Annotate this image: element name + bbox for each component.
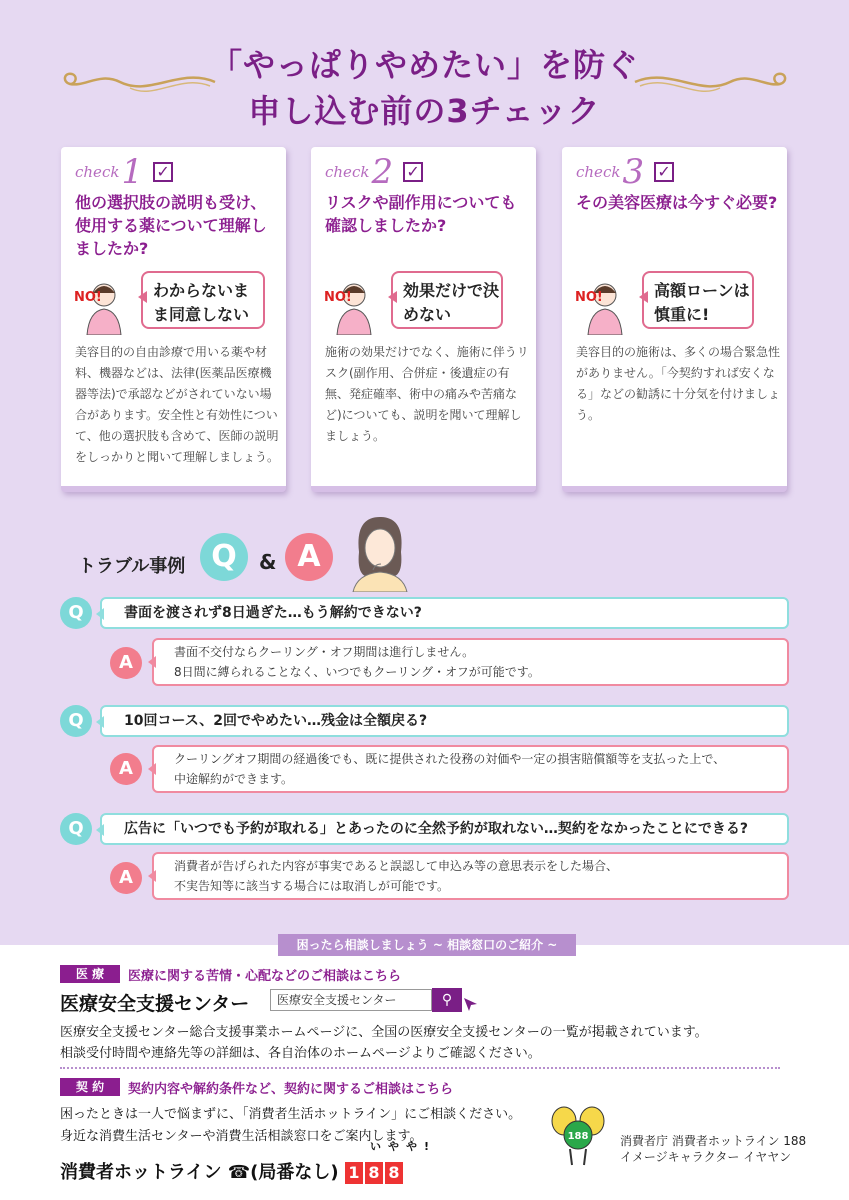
question-1: 書面を渡されず8日過ぎた…もう解約できない? [100,597,789,629]
hotline-ruby: いやや! [370,1140,437,1153]
check-heading [75,152,173,192]
answer-line: 消費者が告げられた内容が事実であると誤認して申込み等の意思表示をした場合、 [174,859,619,873]
answer-line: クーリングオフ期間の経過後でも、既に提供された役務の対価や一定の損害賠償額等を支払った上で、 [174,752,726,766]
check-heading [325,152,423,192]
page-title-line1: 「やっぱりやめたい」を防ぐ [209,46,639,84]
search-icon[interactable]: ⚲ [432,988,462,1012]
check-number: 1 [121,152,144,192]
checkbox-icon: ✓ [654,162,674,182]
check-heading [576,152,674,192]
answer-line: 書面不交付ならクーリング・オフ期間は進行しません。 [174,645,475,659]
contract-text-2: 身近な消費生活センターや消費生活相談窓口をご案内します。 [60,1129,423,1144]
advice-bubble: 高額ローンは慎重に! [642,271,754,329]
answer-1 [152,638,789,686]
big-a-icon: A [285,533,333,581]
a-icon: A [110,862,142,894]
check-word: check [325,163,370,181]
check-card-3 [562,147,787,492]
medical-tagline: 医療に関する苦情・心配などのご相談はこちら [128,969,402,984]
answer-2 [152,745,789,793]
question-2: 10回コース、2回でやめたい…残金は全額戻る? [100,705,789,737]
medical-text-1: 医療安全支援センター総合支援事業ホームページに、全国の医療安全支援センターの一覧が掲載されています。 [60,1025,708,1040]
answer-line: 8日間に縛られることなく、いつでもクーリング・オフが可能です。 [174,665,540,679]
q-icon: Q [60,813,92,845]
check-question: リスクや副作用についても確認しましたか? [325,193,517,235]
mascot-caption-2: イメージキャラクター イヤヤン [620,1150,792,1164]
divider [60,1067,780,1069]
answer-3 [152,852,789,900]
checkbox-icon: ✓ [403,162,423,182]
medical-center-title: 医療安全支援センター [60,993,250,1015]
svg-text:NO!: NO! [575,290,603,305]
check-question: 他の選択肢の説明も受け、使用する薬について理解しましたか? [75,193,267,258]
search-input[interactable]: 医療安全支援センター [270,989,432,1011]
svg-text:NO!: NO! [74,290,102,305]
a-icon: A [110,647,142,679]
contract-tagline: 契約内容や解約条件など、契約に関するご相談はこちら [128,1082,454,1097]
check-body: 美容目的の施術は、多くの場合緊急性がありません。「今契約すれば安くなる」などの勧誘に十分気を付けましょう。 [576,345,781,422]
q-icon: Q [60,705,92,737]
advice-bubble: わからないまま同意しない [141,271,265,329]
mascot-caption-1: 消費者庁 消費者ホットライン 188 [620,1134,807,1148]
cursor-icon [462,996,480,1014]
a-icon: A [110,753,142,785]
medical-text-2: 相談受付時間や連絡先等の詳細は、各自治体のホームページよりご確認ください。 [60,1046,541,1061]
consult-banner: 困ったら相談しましょう ~ 相談窓口のご紹介 ~ [278,934,576,956]
digit: 8 [385,1162,403,1184]
digit: 1 [345,1162,363,1184]
qa-section-title: トラブル事例 [78,556,186,577]
q-icon: Q [60,597,92,629]
checkbox-icon: ✓ [153,162,173,182]
contract-tag: 契 約 [60,1078,120,1096]
check-number: 3 [622,152,645,192]
ampersand: & [259,550,277,574]
hotline-label: 消費者ホットライン ☎(局番なし) [60,1162,339,1183]
no-girl-icon [73,273,135,335]
check-card-1 [61,147,286,492]
big-q-icon: Q [200,533,248,581]
contract-text-1: 困ったときは一人で悩まずに、「消費者生活ホットライン」にご相談ください。 [60,1107,522,1122]
check-question: その美容医療は今すぐ必要? [576,193,778,212]
advice-bubble: 効果だけで決めない [391,271,503,329]
answer-line: 中途解約ができます。 [174,772,294,786]
no-girl-icon [323,273,385,335]
check-number: 2 [371,152,394,192]
check-word: check [576,163,621,181]
digit: 8 [365,1162,383,1184]
answer-line: 不実告知等に該当する場合には取消しが可能です。 [174,879,450,893]
check-card-2 [311,147,536,492]
svg-text:NO!: NO! [324,290,352,305]
page-title-line2: 申し込む前の3チェック [248,92,601,130]
check-body: 施術の効果だけでなく、施術に伴うリスク(副作用、合併症・後遺症の有無、発症確率、術中の痛みや苦痛など)についても、説明を聞いて理解しましょう。 [325,345,529,443]
check-word: check [75,163,120,181]
mascot-icon [550,1103,606,1167]
check-body: 美容目的の自由診療で用いる薬や材料、機器などは、法律(医薬品医療機器等法)で承認などがされていない場合があります。安全性と有効性について、他の選択肢も含めて、医師の説明をしっかりと聞いて理解しましょう。 [75,345,280,464]
thinking-woman-icon [345,512,415,592]
medical-tag: 医 療 [60,965,120,983]
hotline [60,1158,405,1184]
question-3: 広告に「いつでも予約が取れる」とあったのに全然予約が取れない…契約をなかったことにできる? [100,813,789,845]
svg-text:188: 188 [567,1131,589,1142]
no-girl-icon [574,273,636,335]
